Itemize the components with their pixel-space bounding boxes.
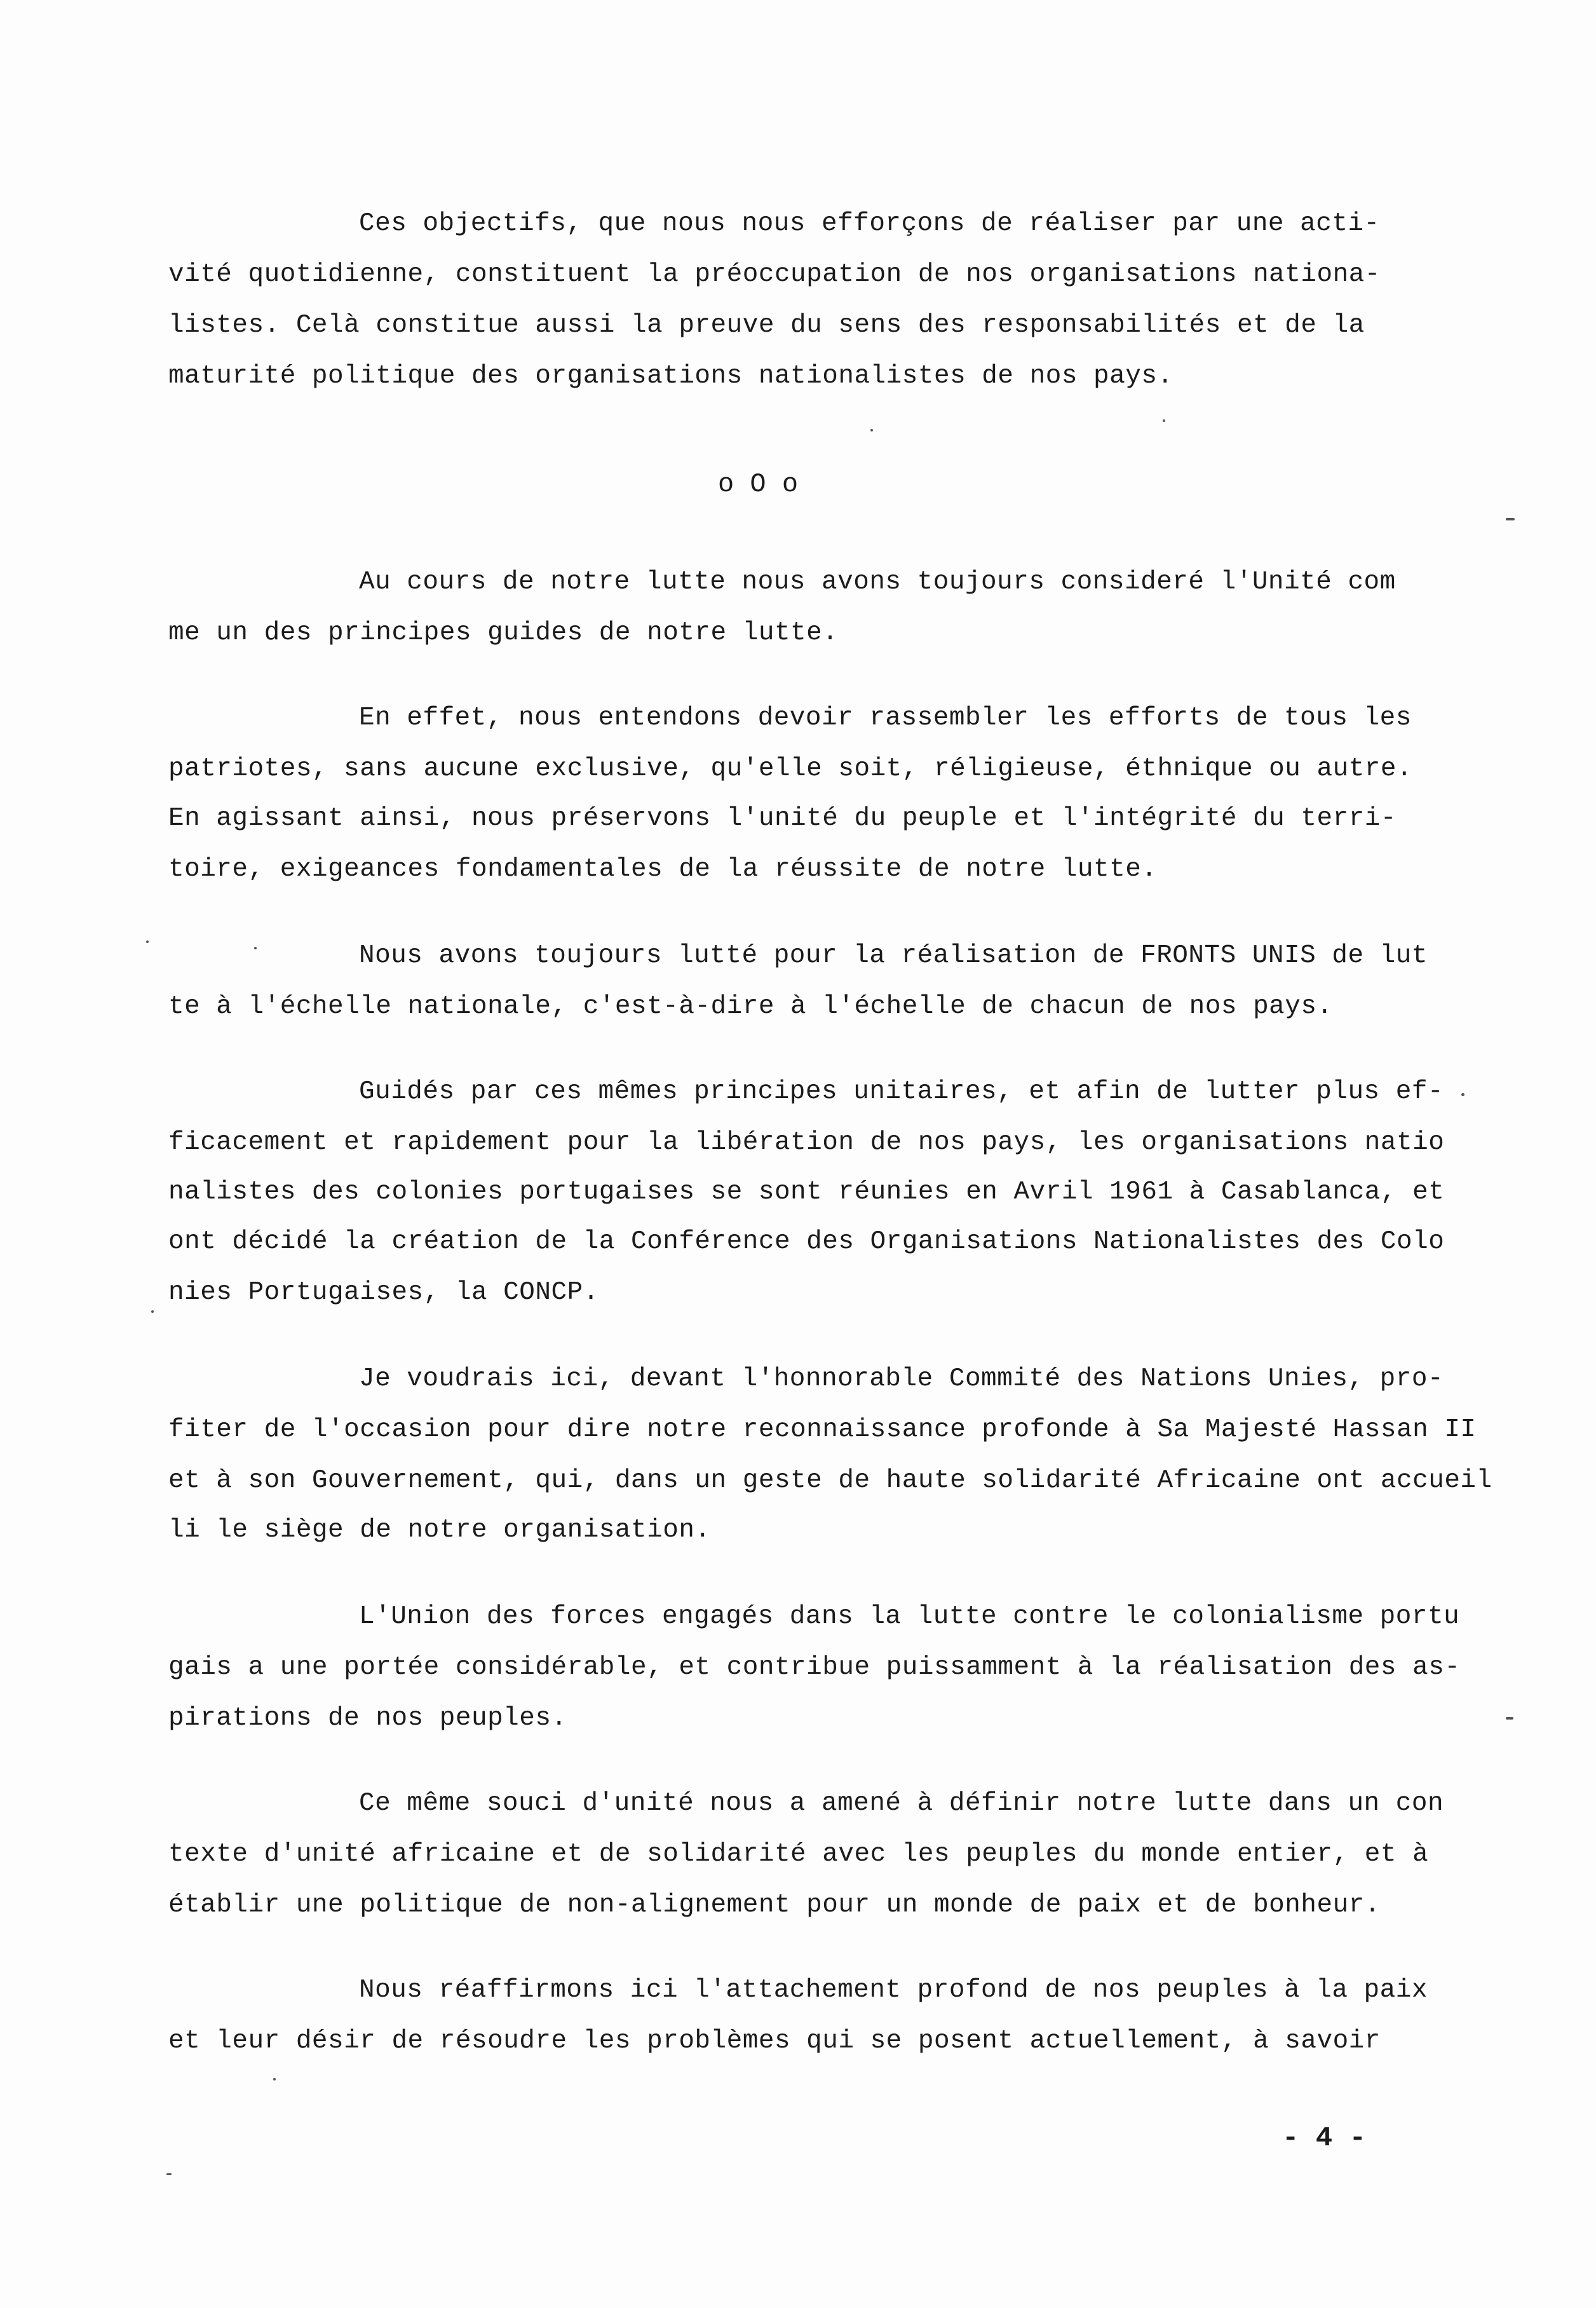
- text-line: Ces objectifs, que nous nous efforçons de réaliser par une acti-: [359, 209, 1380, 238]
- text-line: me un des principes guides de notre lutte.: [168, 618, 839, 648]
- scan-speck: [1506, 1717, 1513, 1720]
- text-line: et leur désir de résoudre les problèmes qui se posent actuellement, à savoir: [168, 2026, 1381, 2056]
- text-line: et à son Gouvernement, qui, dans un geste de haute solidarité Africaine ont accueil: [168, 1466, 1492, 1495]
- text-line: Au cours de notre lutte nous avons toujours consideré l'Unité com: [359, 567, 1396, 597]
- scan-speck: [1461, 1093, 1464, 1096]
- text-line: Ce même souci d'unité nous a amené à définir notre lutte dans un con: [359, 1789, 1444, 1818]
- page-number: - 4 -: [1282, 2122, 1367, 2154]
- text-line: En agissant ainsi, nous préservons l'unité du peuple et l'intégrité du terri-: [168, 804, 1397, 833]
- scan-speck: [273, 2078, 276, 2081]
- text-line: En effet, nous entendons devoir rassembler les efforts de tous les: [359, 703, 1412, 733]
- text-line: L'Union des forces engagés dans la lutte contre le colonialisme portu: [359, 1602, 1460, 1631]
- text-line: Je voudrais ici, devant l'honnorable Commité des Nations Unies, pro-: [359, 1364, 1444, 1394]
- text-line: Nous avons toujours lutté pour la réalisation de FRONTS UNIS de lut: [359, 941, 1428, 970]
- scan-speck: [870, 429, 873, 431]
- scan-speck: [166, 2173, 172, 2175]
- text-line: maturité politique des organisations nationalistes de nos pays.: [168, 362, 1173, 391]
- text-line: ficacement et rapidement pour la libération de nos pays, les organisations natio: [168, 1128, 1445, 1157]
- text-line: te à l'échelle nationale, c'est-à-dire à l'échelle de chacun de nos pays.: [168, 992, 1333, 1021]
- scan-speck: [1163, 419, 1165, 422]
- scan-speck: [254, 947, 257, 949]
- text-line: li le siège de notre organisation.: [168, 1516, 711, 1545]
- text-line: pirations de nos peuples.: [168, 1704, 567, 1733]
- text-line: listes. Celà constitue aussi la preuve du sens des responsabilités et de la: [168, 311, 1365, 340]
- scan-speck: [151, 1310, 154, 1313]
- scan-speck: [1506, 518, 1515, 520]
- section-separator: o O o: [718, 469, 799, 499]
- text-line: texte d'unité africaine et de solidarité avec les peuples du monde entier, et à: [168, 1840, 1429, 1869]
- text-line: Nous réaffirmons ici l'attachement profond de nos peuples à la paix: [359, 1976, 1428, 2005]
- text-line: établir une politique de non-alignement pour un monde de paix et de bonheur.: [168, 1891, 1381, 1920]
- text-line: nies Portugaises, la CONCP.: [168, 1278, 599, 1307]
- text-line: gais a une portée considérable, et contribue puissamment à la réalisation des as-: [168, 1653, 1461, 1682]
- text-line: vité quotidienne, constituent la préoccupation de nos organisations nationa-: [168, 260, 1381, 289]
- text-line: Guidés par ces mêmes principes unitaires, et afin de lutter plus ef-: [359, 1077, 1444, 1106]
- text-line: fiter de l'occasion pour dire notre reconnaissance profonde à Sa Majesté Hassan II: [168, 1415, 1477, 1444]
- text-line: ont décidé la création de la Conférence des Organisations Nationalistes des Colo: [168, 1227, 1445, 1256]
- scan-speck: [146, 940, 149, 943]
- text-line: toire, exigeances fondamentales de la réussite de notre lutte.: [168, 855, 1158, 884]
- text-line: nalistes des colonies portugaises se sont réunies en Avril 1961 à Casablanca, et: [168, 1178, 1445, 1207]
- text-line: patriotes, sans aucune exclusive, qu'elle soit, réligieuse, éthnique ou autre.: [168, 754, 1413, 784]
